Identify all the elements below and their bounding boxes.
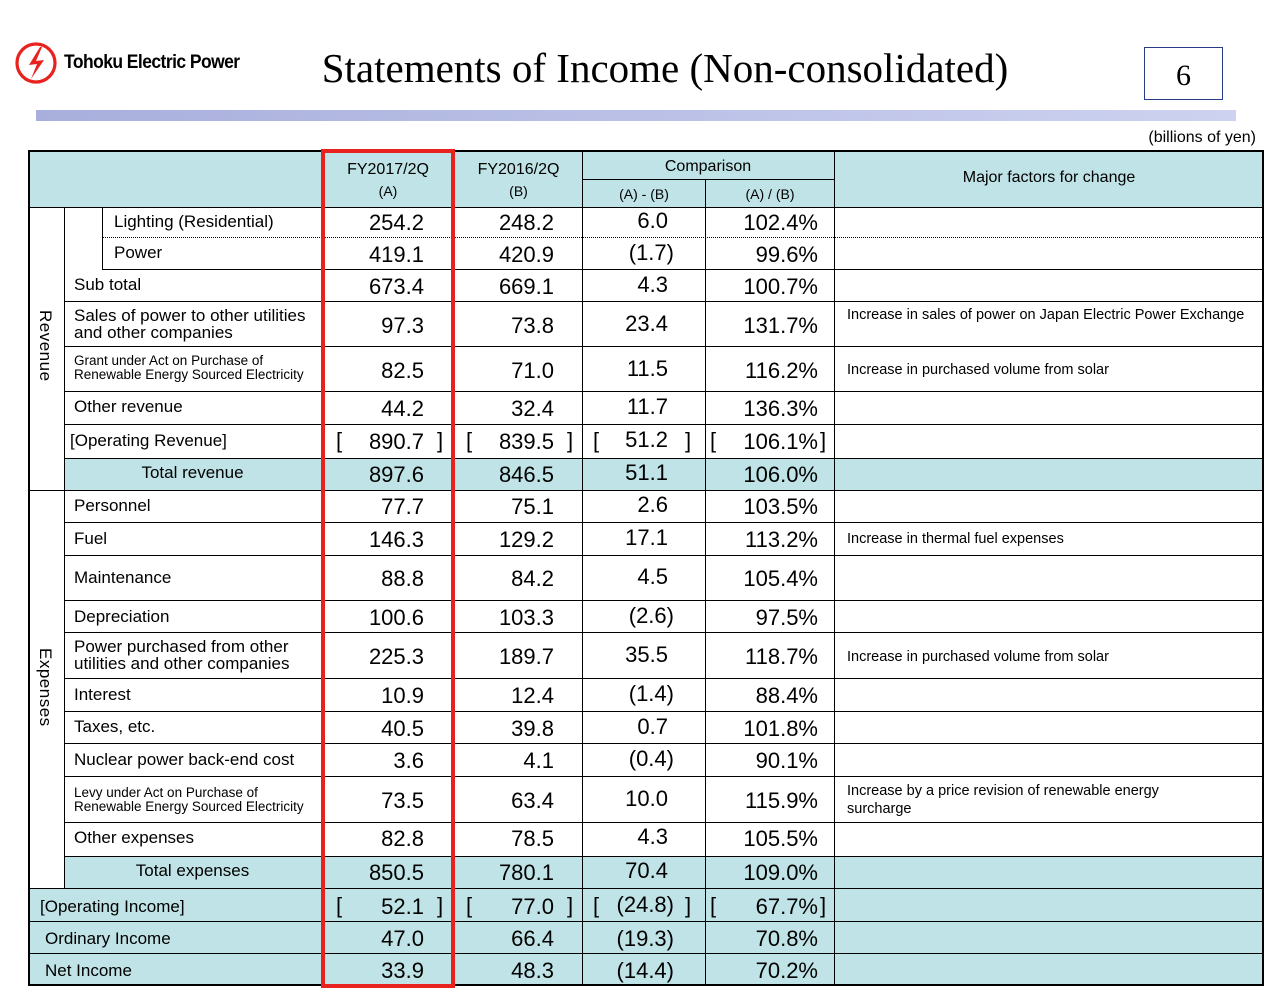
cell-b: 846.5 [498, 462, 554, 487]
bracket-close: ] [567, 428, 574, 453]
cell-diff: (1.7) [628, 240, 674, 265]
cell-a: 44.2 [381, 396, 424, 421]
cell-ratio: 100.7% [743, 274, 818, 299]
bracket-close: ] [820, 893, 827, 918]
cell-a: 82.8 [381, 826, 424, 851]
cell-diff: 6.0 [637, 208, 668, 233]
cell-a: 419.1 [368, 242, 424, 267]
cell-a: 77.7 [381, 494, 424, 519]
cell-ratio: 109.0% [743, 860, 818, 885]
row-label: Grant under Act on Purchase of Renewable Energy Sourced Electricity [74, 353, 304, 382]
cell-diff: (14.4) [616, 958, 674, 983]
cell-b: 248.2 [498, 210, 554, 235]
cell-a: 254.2 [368, 210, 424, 235]
cell-b: 32.4 [511, 396, 554, 421]
cell-b: 71.0 [511, 358, 554, 383]
cell-a: 850.5 [368, 860, 424, 885]
diff-header: (A) - (B) [619, 186, 669, 202]
cell-ratio: 88.4% [755, 683, 818, 708]
row-label: [Operating Revenue] [70, 431, 227, 450]
comparison-header: Comparison [664, 158, 752, 175]
bracket-open: [ [466, 893, 473, 918]
cell-diff: 11.5 [626, 356, 668, 381]
cell-a: 40.5 [381, 716, 424, 741]
row-label: Taxes, etc. [74, 717, 156, 736]
row-label: Total expenses [135, 861, 250, 880]
cell-diff: 23.4 [625, 311, 668, 336]
bracket-open: [ [710, 893, 717, 918]
row-label: Power purchased from other utilities and other companies [74, 637, 290, 673]
cell-b: 129.2 [498, 527, 554, 552]
revenue-group-label: Revenue [36, 310, 55, 382]
cell-a: 52.1 [381, 894, 424, 919]
cell-ratio: 70.8% [755, 926, 818, 951]
cell-ratio: 99.6% [755, 242, 818, 267]
cell-b: 73.8 [511, 313, 554, 338]
cell-a: 225.3 [368, 644, 424, 669]
cell-diff: 4.3 [637, 272, 668, 297]
cell-a: 3.6 [393, 748, 424, 773]
cell-a: 673.4 [368, 274, 424, 299]
cell-a: 897.6 [368, 462, 424, 487]
cell-diff: (24.8) [616, 892, 674, 917]
cell-b: 84.2 [511, 566, 554, 591]
cell-ratio: 106.0% [743, 462, 818, 487]
cell-a: 100.6 [368, 605, 424, 630]
cell-diff: 70.4 [625, 858, 668, 883]
cell-b: 63.4 [511, 788, 554, 813]
col-a-header: FY2017/2Q [347, 161, 429, 178]
row-label: [Operating Income] [40, 897, 185, 916]
cell-b: 780.1 [498, 860, 554, 885]
cell-b: 669.1 [498, 274, 554, 299]
factor-text: Increase by a price revision of renewable energy surcharge [847, 783, 1159, 817]
cell-diff: 17.1 [625, 525, 668, 550]
cell-ratio: 103.5% [743, 494, 818, 519]
cell-diff: 4.3 [637, 824, 668, 849]
cell-ratio: 113.2% [745, 527, 818, 552]
bracket-close: ] [437, 428, 444, 453]
row-label: Total revenue [141, 463, 244, 482]
row-label: Sales of power to other utilities and other companies [74, 306, 306, 342]
row-label: Fuel [74, 529, 108, 548]
bracket-open: [ [593, 428, 600, 453]
factor-text: Increase in purchased volume from solar [847, 362, 1109, 378]
cell-diff: (2.6) [628, 603, 674, 628]
cell-b: 39.8 [511, 716, 554, 741]
row-label: Personnel [74, 496, 151, 515]
factor-text: Increase in sales of power on Japan Electric Power Exchange [847, 307, 1245, 323]
bracket-open: [ [466, 428, 473, 453]
col-b-sub: (B) [509, 183, 528, 199]
bracket-close: ] [567, 893, 574, 918]
bracket-open: [ [336, 428, 343, 453]
cell-a: 146.3 [368, 527, 424, 552]
cell-a: 82.5 [381, 358, 424, 383]
bracket-close: ] [685, 428, 692, 453]
cell-diff: (1.4) [628, 681, 674, 706]
cell-ratio: 105.4% [743, 566, 818, 591]
cell-a: 47.0 [381, 926, 424, 951]
cell-diff: 51.2 [625, 427, 668, 452]
row-label: Net Income [45, 961, 132, 980]
cell-ratio: 97.5% [755, 605, 818, 630]
cell-b: 189.7 [498, 644, 554, 669]
cell-ratio: 136.3% [743, 396, 818, 421]
bracket-close: ] [685, 893, 692, 918]
factors-header: Major factors for change [962, 169, 1136, 186]
cell-a: 33.9 [381, 958, 424, 983]
cell-diff: 35.5 [625, 642, 668, 667]
factor-text: Increase in thermal fuel expenses [847, 531, 1064, 547]
expenses-group-label: Expenses [36, 648, 55, 727]
cell-b: 839.5 [498, 429, 554, 454]
row-label: Depreciation [74, 607, 170, 626]
page-title: Statements of Income (Non-consolidated) [321, 45, 1009, 91]
cell-ratio: 90.1% [755, 748, 818, 773]
cell-b: 66.4 [511, 926, 554, 951]
cell-diff: 11.7 [626, 394, 668, 419]
bracket-close: ] [437, 893, 444, 918]
cell-a: 88.8 [381, 566, 424, 591]
factor-text: Increase in purchased volume from solar [847, 649, 1109, 665]
col-a-sub: (A) [378, 183, 398, 199]
company-name: Tohoku Electric Power [64, 52, 240, 73]
cell-a: 10.9 [381, 683, 424, 708]
row-label: Other revenue [74, 397, 183, 416]
row-label: Power [114, 243, 163, 262]
cell-ratio: 106.1% [743, 429, 818, 454]
cell-b: 420.9 [498, 242, 554, 267]
page-number: 6 [1144, 47, 1223, 100]
cell-b: 78.5 [511, 826, 554, 851]
bracket-open: [ [710, 428, 717, 453]
cell-diff: (19.3) [616, 926, 674, 951]
cell-ratio: 118.7% [745, 644, 818, 669]
cell-diff: (0.4) [628, 746, 674, 771]
row-label: Levy under Act on Purchase of Renewable Energy Sourced Electricity [74, 785, 304, 814]
cell-b: 48.3 [511, 958, 554, 983]
cell-ratio: 67.7% [755, 894, 818, 919]
cell-ratio: 115.9% [745, 788, 818, 813]
cell-diff: 10.0 [625, 786, 668, 811]
cell-a: 890.7 [368, 429, 424, 454]
cell-diff: 51.1 [625, 460, 668, 485]
cell-ratio: 70.2% [755, 958, 818, 983]
cell-diff: 0.7 [637, 714, 668, 739]
bracket-open: [ [336, 893, 343, 918]
cell-diff: 2.6 [637, 492, 668, 517]
cell-b: 103.3 [498, 605, 554, 630]
ratio-header: (A) / (B) [745, 186, 795, 202]
row-label: Lighting (Residential) [114, 212, 274, 231]
cell-ratio: 105.5% [743, 826, 818, 851]
cell-a: 97.3 [381, 313, 424, 338]
cell-b: 75.1 [511, 494, 554, 519]
unit-note: (billions of yen) [1148, 129, 1256, 146]
cell-ratio: 102.4% [743, 210, 818, 235]
row-label: Sub total [74, 275, 142, 294]
cell-diff: 4.5 [637, 564, 668, 589]
row-label: Interest [74, 685, 131, 704]
row-label: Maintenance [74, 568, 172, 587]
fy2017-highlight-box [321, 149, 455, 988]
cell-b: 4.1 [523, 748, 554, 773]
bracket-close: ] [820, 428, 827, 453]
cell-ratio: 116.2% [745, 358, 818, 383]
cell-b: 77.0 [511, 894, 554, 919]
cell-ratio: 101.8% [743, 716, 818, 741]
bracket-open: [ [593, 893, 600, 918]
cell-b: 12.4 [511, 683, 554, 708]
row-label: Other expenses [74, 828, 195, 847]
row-label: Ordinary Income [45, 929, 171, 948]
cell-a: 73.5 [381, 788, 424, 813]
cell-ratio: 131.7% [743, 313, 818, 338]
col-b-header: FY2016/2Q [477, 161, 560, 178]
row-label: Nuclear power back-end cost [74, 750, 295, 769]
